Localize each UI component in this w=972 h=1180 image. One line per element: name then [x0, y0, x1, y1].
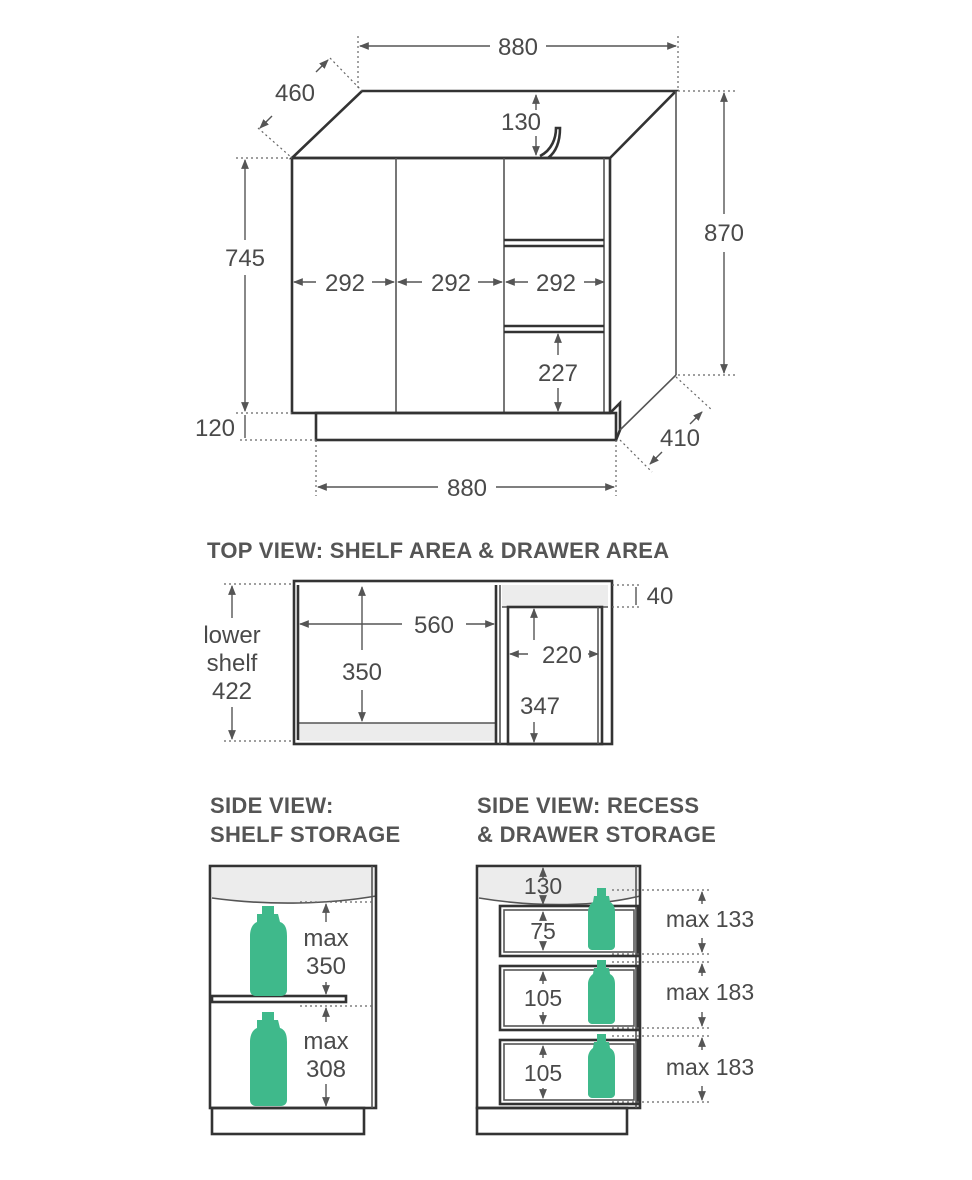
dim-drawer-width: 220	[541, 642, 583, 669]
lower-max-label: max	[303, 1028, 349, 1055]
lower-shelf-label-1: lower	[203, 622, 261, 649]
dim-drawer-offset: 40	[646, 583, 674, 610]
dim-recess: 130	[523, 873, 563, 899]
drawer-3	[500, 1040, 638, 1104]
basin-tap	[540, 128, 560, 158]
side-view-shelf	[210, 793, 401, 1134]
lower-max-value: 308	[305, 1056, 347, 1083]
dim-drawer3-inner: 105	[523, 1060, 563, 1086]
upper-max-value: 350	[305, 953, 347, 980]
side-drawer-title-2: & DRAWER STORAGE	[477, 822, 717, 847]
dim-basin-recess: 130	[500, 109, 542, 136]
dim-door-width-3: 292	[535, 270, 577, 297]
lower-shelf-label-2: shelf	[206, 650, 258, 677]
dim-shelf-width: 560	[413, 612, 455, 639]
top-view	[203, 538, 673, 744]
side-shelf-plinth	[212, 1108, 364, 1134]
plinth-depth-edge	[620, 375, 676, 430]
dim-door-width-2: 292	[430, 270, 472, 297]
dim-top-width: 880	[497, 34, 539, 61]
dim-plinth-height: 120	[194, 415, 236, 442]
max-drawer-2: max 183	[665, 979, 755, 1005]
top-view-title: TOP VIEW: SHELF AREA & DRAWER AREA	[207, 538, 670, 563]
drawer-2	[500, 966, 638, 1030]
dim-door-width-1: 292	[324, 270, 366, 297]
lower-shelf-value: 422	[211, 678, 253, 705]
dim-depth-top: 460	[274, 80, 316, 107]
front-view	[195, 34, 744, 502]
bottle-icon	[250, 906, 287, 996]
dim-drawer-depth: 347	[519, 693, 561, 720]
dim-total-height: 870	[703, 220, 745, 247]
side-view-drawers	[477, 793, 754, 1134]
dim-body-height: 745	[224, 245, 266, 272]
drawer-1	[500, 906, 638, 956]
dim-drawer1-inner: 75	[530, 918, 556, 944]
shelf-board	[212, 996, 346, 1002]
dim-plinth-width: 880	[446, 475, 488, 502]
side-drawer-title-1: SIDE VIEW: RECESS	[477, 793, 700, 818]
dim-plinth-depth: 410	[659, 425, 701, 452]
cabinet-top	[292, 91, 676, 158]
max-drawer-1: max 133	[665, 906, 755, 932]
dim-drawer2-inner: 105	[523, 985, 563, 1011]
dim-drawer-height: 227	[537, 360, 579, 387]
drawer-area	[508, 607, 602, 744]
upper-max-label: max	[303, 925, 349, 952]
side-shelf-title-2: SHELF STORAGE	[210, 822, 401, 847]
max-drawer-3: max 183	[665, 1054, 755, 1080]
dim-shelf-depth: 350	[341, 659, 383, 686]
side-shelf-title-1: SIDE VIEW:	[210, 793, 334, 818]
side-drawer-plinth	[477, 1108, 627, 1134]
bottle-icon	[250, 1012, 287, 1106]
plinth	[316, 413, 616, 440]
